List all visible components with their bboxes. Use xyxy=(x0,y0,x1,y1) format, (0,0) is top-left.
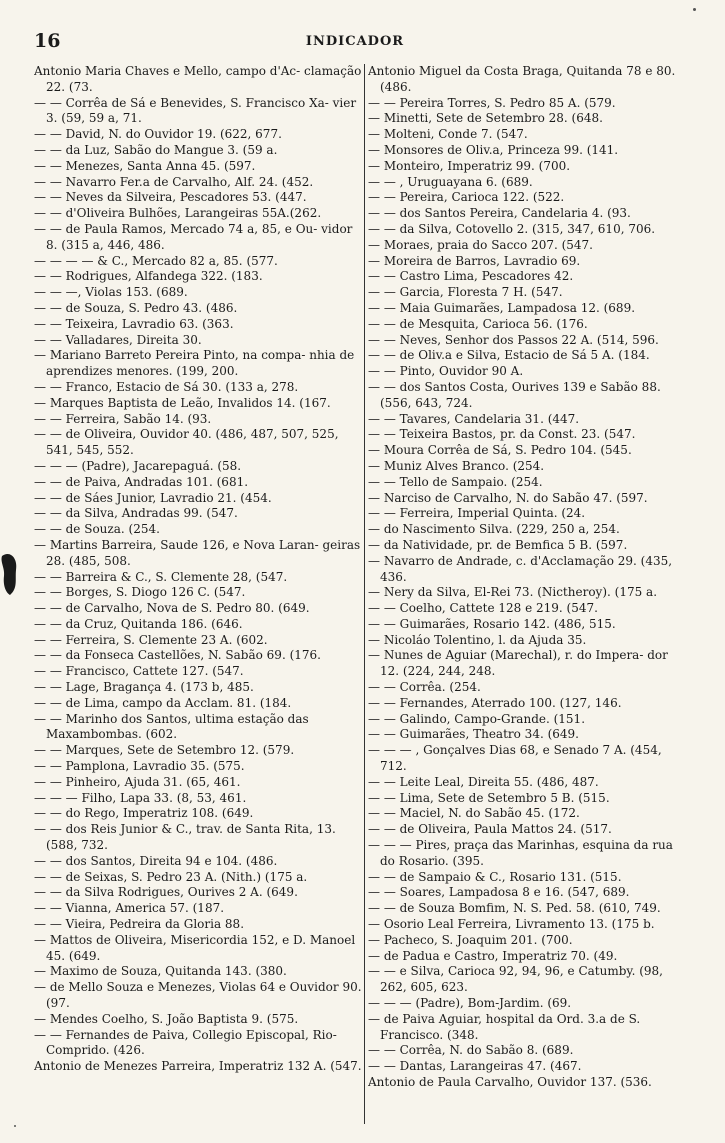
directory-entry: — de Mello Souza e Menezes, Violas 64 e Ouvidor 90. (97. xyxy=(34,980,362,1011)
directory-entry: — Pacheco, S. Joaquim 201. (700. xyxy=(368,932,573,947)
directory-entry: — Maximo de Souza, Quitanda 143. (380. xyxy=(34,964,287,979)
directory-entry: — — Navarro Fer.a de Carvalho, Alf. 24. (452. xyxy=(34,174,314,189)
page-speck xyxy=(693,8,696,11)
directory-entry: — — de Seixas, S. Pedro 23 A. (Nith.) (175 a. xyxy=(34,869,308,884)
directory-entry: — — — , Gonçalves Dias 68, e Senado 7 A. (454, 712. xyxy=(368,743,662,774)
directory-entry: — — da Luz, Sabão do Mangue 3. (59 a. xyxy=(34,142,278,157)
directory-entry: — — da Silva, Andradas 99. (547. xyxy=(34,506,238,521)
directory-entry: — — — Pires, praça das Marinhas, esquina da rua do Rosario. (395. xyxy=(368,838,673,868)
directory-entry: — — Ferreira, S. Clemente 23 A. (602. xyxy=(34,632,268,647)
directory-entry: — — de Paula Ramos, Mercado 74 a, 85, e Ou- vidor 8. (315 a, 446, 486. xyxy=(34,221,353,252)
directory-entry: — Martins Barreira, Saude 126, e Nova Laran- geiras 28. (485, 508. xyxy=(34,537,361,568)
directory-entry: — — de Souza. (254. xyxy=(34,522,160,537)
directory-entry: — Monteiro, Imperatriz 99. (700. xyxy=(368,158,571,173)
directory-entry: — Marques Baptista de Leão, Invalidos 14. (167. xyxy=(34,395,331,410)
directory-entry: — — Galindo, Campo-Grande. (151. xyxy=(368,711,586,726)
directory-entry: — da Natividade, pr. de Bemfica 5 B. (597. xyxy=(368,537,628,552)
directory-entry: — — de Lima, campo da Acclam. 81. (184. xyxy=(34,695,292,710)
directory-entry: — — Rodrigues, Alfandega 322. (183. xyxy=(34,269,263,284)
directory-entry: — — Neves, Senhor dos Passos 22 A. (514, 596. xyxy=(368,332,659,347)
directory-entry: — — e Silva, Carioca 92, 94, 96, e Catumby. (98, 262, 605, 623. xyxy=(368,964,663,995)
directory-entry: — — — Filho, Lapa 33. (8, 53, 461. xyxy=(34,790,247,805)
directory-entry: — — Fernandes, Aterrado 100. (127, 146. xyxy=(368,695,622,710)
directory-entry: — — Leite Leal, Direita 55. (486, 487. xyxy=(368,774,599,789)
directory-entry: — — Maciel, N. do Sabão 45. (172. xyxy=(368,806,580,821)
column-divider xyxy=(364,64,365,1124)
directory-entry: — — dos Santos, Direita 94 e 104. (486. xyxy=(34,853,278,868)
page-number: 16 xyxy=(34,30,61,52)
directory-entry: — — de Oliveira, Ouvidor 40. (486, 487, 507, 525, 541, 545, 552. xyxy=(34,427,339,458)
directory-entry: — Osorio Leal Ferreira, Livramento 13. (175 b. xyxy=(368,917,655,932)
directory-entry: — — de Mesquita, Carioca 56. (176. xyxy=(368,316,588,331)
directory-entry: — — Lima, Sete de Setembro 5 B. (515. xyxy=(368,790,610,805)
directory-entry: — — Tello de Sampaio. (254. xyxy=(368,474,543,489)
directory-entry: — Moraes, praia do Sacco 207. (547. xyxy=(368,237,593,252)
directory-entry: — — da Silva, Cotovello 2. (315, 347, 610, 706. xyxy=(368,221,656,236)
directory-entry: Antonio de Paula Carvalho, Ouvidor 137. (536. xyxy=(368,1075,652,1089)
directory-entry: Antonio de Menezes Parreira, Imperatriz 132 A. (547. xyxy=(34,1059,362,1074)
directory-entry: — — dos Santos Costa, Ourives 139 e Sabão 88. (556, 643, 724. xyxy=(368,379,661,410)
directory-entry: — de Padua e Castro, Imperatriz 70. (49. xyxy=(368,948,618,963)
directory-entry: — — de Paiva, Andradas 101. (681. xyxy=(34,474,249,489)
directory-entry: — Nery da Silva, El-Rei 73. (Nictheroy). (175 a. xyxy=(368,585,658,600)
directory-entry: — — Teixeira, Lavradio 63. (363. xyxy=(34,316,234,331)
directory-entry: — — de Oliveira, Paula Mattos 24. (517. xyxy=(368,822,612,837)
directory-entry: — Minetti, Sete de Setembro 28. (648. xyxy=(368,111,603,126)
directory-entry: Antonio Miguel da Costa Braga, Quitanda 78 e 80. (486. xyxy=(368,64,676,94)
directory-entry: — — Corrêa, N. do Sabão 8. (689. xyxy=(368,1043,574,1058)
directory-entry: — — Franco, Estacio de Sá 30. (133 a, 278. xyxy=(34,379,299,394)
directory-entry: — — de Sáes Junior, Lavradio 21. (454. xyxy=(34,490,272,505)
directory-entry: — Monsores de Oliv.a, Princeza 99. (141. xyxy=(368,142,619,157)
directory-entry: — — do Rego, Imperatriz 108. (649. xyxy=(34,806,254,821)
directory-entry: — — dos Reis Junior & C., trav. de Santa Rita, 13. (588, 732. xyxy=(34,822,336,853)
directory-entry: — — Teixeira Bastos, pr. da Const. 23. (547. xyxy=(368,427,636,442)
directory-entry: — Moura Corrêa de Sá, S. Pedro 104. (545. xyxy=(368,443,632,458)
directory-entry: — — Marinho dos Santos, ultima estação das Maxambombas. (602. xyxy=(34,711,309,742)
directory-entry: — — da Cruz, Quitanda 186. (646. xyxy=(34,616,243,631)
directory-entry: — — dos Santos Pereira, Candelaria 4. (93. xyxy=(368,206,631,221)
directory-entry: — — Barreira & C., S. Clemente 28, (547. xyxy=(34,569,288,584)
directory-entry: — — , Uruguayana 6. (689. xyxy=(368,174,533,189)
directory-entry: — — Corrêa de Sá e Benevides, S. Francisco Xa- vier 3. (59, 59 a, 71. xyxy=(34,95,357,126)
directory-entry: — do Nascimento Silva. (229, 250 a, 254. xyxy=(368,522,620,537)
directory-entry: — — Ferreira, Imperial Quinta. (24. xyxy=(368,506,586,521)
directory-entry: — — Coelho, Cattete 128 e 219. (547. xyxy=(368,601,598,616)
directory-entry: — — de Souza, S. Pedro 43. (486. xyxy=(34,300,238,315)
left-column xyxy=(34,64,362,1134)
directory-entry: — — Pamplona, Lavradio 35. (575. xyxy=(34,759,245,774)
directory-entry: — — David, N. do Ouvidor 19. (622, 677. xyxy=(34,127,282,142)
directory-entry: — Navarro de Andrade, c. d'Acclamação 29. (435, 436. xyxy=(368,553,673,584)
directory-entry: — — Pinheiro, Ajuda 31. (65, 461. xyxy=(34,774,241,789)
directory-entry: — — Menezes, Santa Anna 45. (597. xyxy=(34,158,256,173)
directory-entry: — Nicoláo Tolentino, l. da Ajuda 35. xyxy=(368,632,587,647)
directory-entry: — de Paiva Aguiar, hospital da Ord. 3.a de S. Francisco. (348. xyxy=(368,1011,641,1042)
directory-entry: — — da Silva Rodrigues, Ourives 2 A. (649. xyxy=(34,885,298,900)
directory-entry: — — da Fonseca Castellões, N. Sabão 69. (176. xyxy=(34,648,321,663)
directory-entry: — Narciso de Carvalho, N. do Sabão 47. (597. xyxy=(368,490,648,505)
directory-entry: — — Guimarães, Theatro 34. (649. xyxy=(368,727,579,742)
directory-entry: — — Castro Lima, Pescadores 42. xyxy=(368,269,574,284)
directory-entry: — — Pinto, Ouvidor 90 A. xyxy=(368,364,524,379)
directory-entry: — Nunes de Aguiar (Marechal), r. do Impera- dor 12. (224, 244, 248. xyxy=(368,648,668,679)
directory-entry: — — de Oliv.a e Silva, Estacio de Sá 5 A. (184. xyxy=(368,348,650,363)
page-speck xyxy=(14,1125,16,1127)
directory-entry: — — — — & C., Mercado 82 a, 85. (577. xyxy=(34,253,278,268)
directory-entry: — — Vianna, America 57. (187. xyxy=(34,901,225,916)
directory-entry: — Mendes Coelho, S. João Baptista 9. (575. xyxy=(34,1011,299,1026)
directory-entry: — — Borges, S. Diogo 126 C. (547. xyxy=(34,585,246,600)
directory-entry: — — de Carvalho, Nova de S. Pedro 80. (649. xyxy=(34,601,310,616)
directory-entry: — — — (Padre), Jacarepaguá. (58. xyxy=(34,458,242,473)
directory-entry: — — Valladares, Direita 30. xyxy=(34,332,202,347)
directory-entry: — — Soares, Lampadosa 8 e 16. (547, 689. xyxy=(368,885,630,900)
right-column xyxy=(368,64,686,1134)
page-header xyxy=(34,30,676,52)
directory-entry: — — Guimarães, Rosario 142. (486, 515. xyxy=(368,616,616,631)
directory-entry: — — Neves da Silveira, Pescadores 53. (447. xyxy=(34,190,307,205)
directory-entry: — — de Souza Bomfim, N. S. Ped. 58. (610, 749. xyxy=(368,901,661,916)
directory-entry: — — Vieira, Pedreira da Gloria 88. xyxy=(34,917,245,932)
directory-entry: — — Marques, Sete de Setembro 12. (579. xyxy=(34,743,295,758)
directory-entry: — — — (Padre), Bom-Jardim. (69. xyxy=(368,996,572,1011)
directory-entry: — Mattos de Oliveira, Misericordia 152, e D. Manoel 45. (649. xyxy=(34,932,356,963)
directory-entry: — Muniz Alves Branco. (254. xyxy=(368,458,545,473)
directory-entry: — — Ferreira, Sabão 14. (93. xyxy=(34,411,212,426)
directory-entry: — — Pereira, Carioca 122. (522. xyxy=(368,190,565,205)
running-head: INDICADOR xyxy=(305,34,405,49)
directory-entry: — — Corrêa. (254. xyxy=(368,680,481,695)
directory-entry: — Molteni, Conde 7. (547. xyxy=(368,127,528,142)
directory-entry: — — —, Violas 153. (689. xyxy=(34,285,188,300)
directory-entry: — Moreira de Barros, Lavradio 69. xyxy=(368,253,581,268)
directory-entry: Antonio Maria Chaves e Mello, campo d'Ac- clamação 22. (73. xyxy=(34,64,362,94)
ink-blot-mark xyxy=(0,548,20,598)
directory-entry: — — de Sampaio & C., Rosario 131. (515. xyxy=(368,869,622,884)
directory-entry: — — Garcia, Floresta 7 H. (547. xyxy=(368,285,563,300)
directory-entry: — — Fernandes de Paiva, Collegio Episcopal, Rio-Comprido. (426. xyxy=(34,1027,337,1058)
directory-entry: — — Francisco, Cattete 127. (547. xyxy=(34,664,244,679)
directory-entry: — — Lage, Bragança 4. (173 b, 485. xyxy=(34,680,254,695)
directory-entry: — — Dantas, Larangeiras 47. (467. xyxy=(368,1059,582,1074)
directory-entry: — — Pereira Torres, S. Pedro 85 A. (579. xyxy=(368,95,616,110)
directory-entry: — — Maia Guimarães, Lampadosa 12. (689. xyxy=(368,300,636,315)
directory-entry: — — Tavares, Candelaria 31. (447. xyxy=(368,411,580,426)
directory-entry: — Mariano Barreto Pereira Pinto, na compa- nhia de aprendizes menores. (199, 200. xyxy=(34,348,355,379)
directory-entry: — — d'Oliveira Bulhões, Larangeiras 55A.(262. xyxy=(34,206,322,221)
